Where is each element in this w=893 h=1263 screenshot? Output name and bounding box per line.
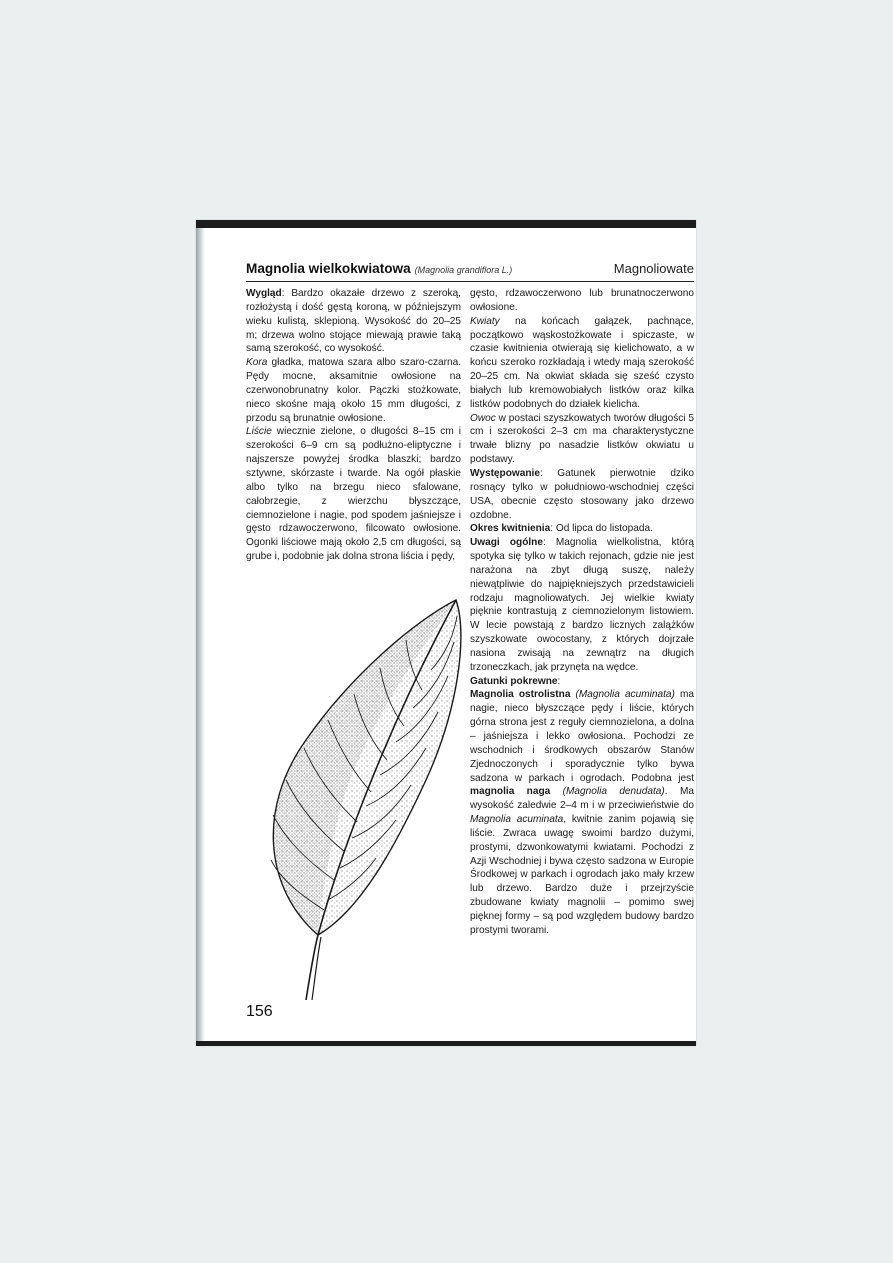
related-species-heading: [470, 675, 694, 689]
appearance-text: : Bardzo okazałe drzewo z szeroką, rozłożystą i dość gęstą koroną, w późniejszym wieku kulistą, sklepioną. Wysokość do 20–25 m; drzewa wolno stojące miewają prawie taką samą szerokość, co wysokość.: [246, 288, 461, 355]
page-header: [246, 257, 694, 282]
species-latin-name: (Magnolia grandiflora L.): [414, 265, 513, 275]
scan-top-edge: [196, 220, 696, 228]
left-text-column: [246, 287, 461, 564]
leaves-text: wiecznie zielone, o długości 8–15 cm i szerokości 6–9 cm są podłużno-eliptyczne i najszersze powyżej środka blaszki; bardzo sztywne, skórzaste i twarde. Na ogół płaskie albo tylko na brzegu nieco sfalowane, całobrzegie, z wierzchu błyszczące, ciemnozielone i nagie, pod spodem jaśniejsze i gęsto rdzawoczerwono, filcowato owłosione. Ogonki liściowe mają około 2,5 cm długości, są grube i, podobnie jak dolna strona liścia i pędy,: [246, 426, 461, 563]
related-species-latin: (Magnolia acuminata): [570, 689, 675, 701]
page-gutter-shadow: [196, 220, 205, 1046]
magnolia-leaf-icon: [246, 590, 466, 1000]
remarks-text: : Magnolia wielkolistna, którą spotyka się tylko w takich rejonach, gdzie nie jest narażona na zbyt długą suszę, należy niewątpliwie do najpiękniejszych przedstawicieli rodzaju magnoliowatych. Jej wielkie kwiaty pięknie kontrastują z ciemnozielonym listowiem. W lecie powstają z bardzo licznych zalążków szyszkowate owocostany, z których dojrzałe nasiona zwisają na zewnątrz na długich trzoneczkach, jak przynęta na wędce.: [470, 537, 694, 673]
family-name: Magnoliowate: [613, 261, 694, 276]
related-species-latin-3: Magnolia acuminata: [470, 814, 564, 826]
flowering-text: : Od lipca do listopada.: [550, 523, 653, 535]
appearance-label: Wygląd: [246, 288, 282, 299]
remarks-paragraph: [470, 536, 694, 674]
occurrence-text: : Gatunek pierwotnie dziko rosnący tylko w południowo-wschodniej części USA, obecnie często stosowany jako drzewo ozdobne.: [470, 467, 694, 521]
right-text-column: [470, 287, 694, 938]
related-species-colon: :: [557, 675, 561, 687]
fruit-paragraph: [470, 412, 694, 467]
appearance-paragraph: [246, 287, 461, 356]
related-species-latin-2: (Magnolia denudata): [550, 786, 665, 798]
related-species-text-a: ma nagie, nieco błyszczące pędy i liście, których górna strona jest z reguły ciemnozielona, a dolna – jaśniejsza i lekko owłosiona. Pochodzi ze wschodnich i środkowych obszarów Stanów Zjednoczonych i sporadycznie tylko bywa sadzona w parkach i ogrodach. Podobna jest: [470, 689, 694, 784]
occurrence-label: Występowanie: [470, 467, 540, 479]
remarks-label: Uwagi ogólne: [470, 537, 543, 549]
related-species-label: Gatunki pokrewne: [470, 675, 558, 687]
flowers-paragraph: [470, 315, 694, 412]
related-species-text-b: . Ma wysokość zaledwie 2–4 m i w przeciwieństwie do: [470, 786, 694, 812]
leaves-paragraph: [246, 425, 461, 563]
related-species-name: Magnolia ostrolistna: [470, 689, 571, 701]
flowering-label: Okres kwitnienia: [470, 523, 551, 535]
related-species-text-c: , kwitnie zanim pojawią się liście. Zwraca uwagę swoimi bardzo dużymi, prostymi, dzwonkowatymi kwiatami. Pochodzi z Azji Wschodniej i bywa często sadzona w Europie Środkowej w parkach i ogrodach jako mały krzew lub drzewo. Bardzo duże i przejrzyście zbudowane kwiaty magnolii – pomimo swej pięknej formy – są pod względem budowy bardzo prostymi tworami.: [470, 814, 694, 936]
book-page: [196, 220, 696, 1046]
bark-text: gładka, matowa szara albo szaro-czarna. Pędy mocne, aksamitnie owłosione na czerwonobrunatny kolor. Pączki stożkowate, nieco skośne mają około 15 mm długości, z przodu są brunatnie owłosione.: [246, 357, 461, 424]
page-number: 156: [246, 1003, 273, 1020]
fruit-label: Owoc: [470, 412, 496, 424]
scan-bottom-edge: [196, 1041, 696, 1046]
fruit-text: w postaci szyszkowatych tworów długości 5 cm i szerokości 2–3 cm ma charakterystyczne trwałe blizny po nasadzie listków okwiatu u podstawy.: [470, 412, 694, 466]
continued-paragraph: gęsto, rdzawoczerwono lub brunatnoczerwono owłosione.: [470, 288, 694, 313]
flowers-label: Kwiaty: [470, 315, 500, 327]
occurrence-paragraph: [470, 467, 694, 522]
species-title: [246, 261, 512, 276]
flowers-text: na końcach gałązek, pachnące, początkowo wąskostożkowate i spiczaste, w czasie kwitnienia otwierają się kielichowato, a w końcu szeroko rozkładają i wtedy mają szerokość 20–25 cm. Na okwiat składa się sześć czysto białych lub kremowobiałych listków oraz kilka listków podobnych do działek kielicha.: [470, 315, 694, 410]
bark-label: Kora: [246, 357, 268, 369]
bark-paragraph: [246, 356, 461, 425]
flowering-paragraph: [470, 522, 694, 536]
related-species-name-2: magnolia naga: [470, 786, 551, 798]
related-species-paragraph: [470, 688, 694, 937]
species-name: Magnolia wielkokwiatowa: [246, 261, 411, 276]
leaves-label: Liście: [246, 426, 272, 438]
